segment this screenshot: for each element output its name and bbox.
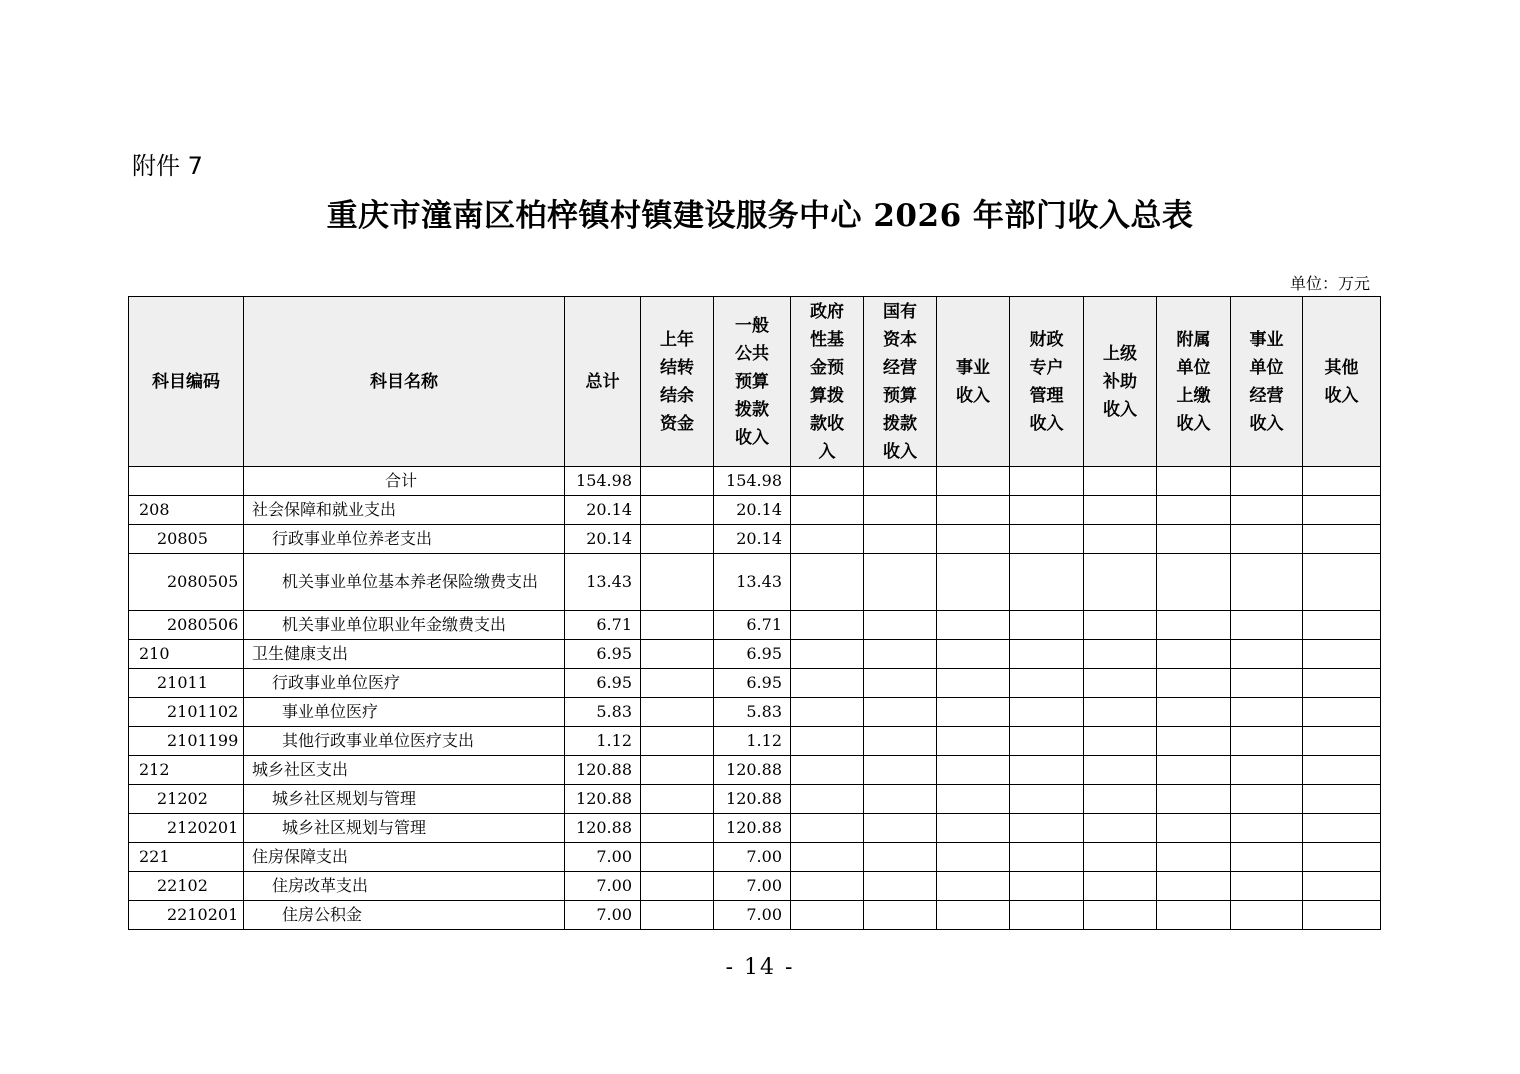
table-row (129, 756, 1381, 785)
row-total: 7.00 (565, 901, 641, 930)
table-header-row (129, 297, 1381, 467)
row-code: 2101102 (129, 698, 244, 727)
row-name: 城乡社区规划与管理 (244, 785, 565, 814)
row-carryover (641, 669, 714, 698)
header-name: 科目名称 (244, 297, 565, 467)
row-name: 合计 (244, 467, 565, 496)
row-general-budget: 7.00 (714, 843, 791, 872)
row-general-budget: 7.00 (714, 872, 791, 901)
row-code: 2210201 (129, 901, 244, 930)
row-general-budget: 120.88 (714, 814, 791, 843)
row-total: 154.98 (565, 467, 641, 496)
table-row (129, 669, 1381, 698)
row-carryover (641, 611, 714, 640)
header-affiliated-units: 附属单位上缴收入 (1157, 297, 1231, 467)
row-carryover (641, 525, 714, 554)
table-row (129, 872, 1381, 901)
row-general-budget: 6.71 (714, 611, 791, 640)
page-title: 重庆市潼南区柏梓镇村镇建设服务中心 2026 年部门收入总表 (326, 198, 1194, 234)
row-carryover (641, 554, 714, 611)
header-code: 科目编码 (129, 297, 244, 467)
row-general-budget: 1.12 (714, 727, 791, 756)
row-total: 13.43 (565, 554, 641, 611)
table-row (129, 901, 1381, 930)
row-code: 2080505 (129, 554, 244, 611)
row-code: 20805 (129, 525, 244, 554)
row-general-budget: 20.14 (714, 525, 791, 554)
row-general-budget: 154.98 (714, 467, 791, 496)
row-name: 其他行政事业单位医疗支出 (244, 727, 565, 756)
row-general-budget: 7.00 (714, 901, 791, 930)
row-total: 20.14 (565, 496, 641, 525)
row-carryover (641, 785, 714, 814)
table-row (129, 496, 1381, 525)
page-number: - 14 - (725, 955, 795, 980)
row-carryover (641, 843, 714, 872)
row-total: 1.12 (565, 727, 641, 756)
row-name: 住房公积金 (244, 901, 565, 930)
row-name: 事业单位医疗 (244, 698, 565, 727)
unit-label: 单位：万元 (1289, 274, 1370, 293)
table-row (129, 843, 1381, 872)
row-name: 城乡社区规划与管理 (244, 814, 565, 843)
table-row (129, 727, 1381, 756)
row-general-budget: 5.83 (714, 698, 791, 727)
row-carryover (641, 467, 714, 496)
row-carryover (641, 640, 714, 669)
row-total: 7.00 (565, 843, 641, 872)
row-carryover (641, 901, 714, 930)
row-name: 住房保障支出 (244, 843, 565, 872)
header-superior-subsidy: 上级补助收入 (1084, 297, 1157, 467)
row-code: 21011 (129, 669, 244, 698)
row-total: 120.88 (565, 814, 641, 843)
table-row (129, 785, 1381, 814)
row-carryover (641, 814, 714, 843)
income-summary-table (128, 296, 1381, 930)
row-code: 212 (129, 756, 244, 785)
row-general-budget: 120.88 (714, 756, 791, 785)
row-name: 行政事业单位医疗 (244, 669, 565, 698)
table-row (129, 814, 1381, 843)
table-row (129, 467, 1381, 496)
row-total: 120.88 (565, 785, 641, 814)
row-total: 5.83 (565, 698, 641, 727)
row-total: 7.00 (565, 872, 641, 901)
row-code: 2120201 (129, 814, 244, 843)
header-other-income: 其他收入 (1303, 297, 1381, 467)
row-name: 城乡社区支出 (244, 756, 565, 785)
row-total: 120.88 (565, 756, 641, 785)
row-name: 社会保障和就业支出 (244, 496, 565, 525)
table-row (129, 698, 1381, 727)
header-government-fund: 政府性基金预算拨款收入 (791, 297, 864, 467)
row-code: 2080506 (129, 611, 244, 640)
attachment-label: 附件 7 (132, 152, 203, 180)
row-total: 6.71 (565, 611, 641, 640)
header-carryover: 上年结转结余资金 (641, 297, 714, 467)
row-name: 机关事业单位职业年金缴费支出 (244, 611, 565, 640)
row-code: 22102 (129, 872, 244, 901)
row-carryover (641, 727, 714, 756)
table-row (129, 554, 1381, 611)
row-code: 2101199 (129, 727, 244, 756)
header-total: 总计 (565, 297, 641, 467)
header-state-capital: 国有资本经营预算拨款收入 (864, 297, 937, 467)
table-row (129, 525, 1381, 554)
row-carryover (641, 496, 714, 525)
row-code: 21202 (129, 785, 244, 814)
row-general-budget: 6.95 (714, 640, 791, 669)
row-carryover (641, 872, 714, 901)
row-code (129, 467, 244, 496)
header-special-account: 财政专户管理收入 (1010, 297, 1084, 467)
row-general-budget: 120.88 (714, 785, 791, 814)
row-code: 208 (129, 496, 244, 525)
header-general-budget: 一般公共预算拨款收入 (714, 297, 791, 467)
row-name: 住房改革支出 (244, 872, 565, 901)
row-name: 卫生健康支出 (244, 640, 565, 669)
row-carryover (641, 698, 714, 727)
row-total: 6.95 (565, 669, 641, 698)
row-name: 机关事业单位基本养老保险缴费支出 (244, 554, 565, 611)
row-total: 6.95 (565, 640, 641, 669)
row-code: 210 (129, 640, 244, 669)
row-total: 20.14 (565, 525, 641, 554)
row-name: 行政事业单位养老支出 (244, 525, 565, 554)
header-business-operation: 事业单位经营收入 (1231, 297, 1303, 467)
table-row (129, 640, 1381, 669)
table-row (129, 611, 1381, 640)
row-general-budget: 13.43 (714, 554, 791, 611)
row-general-budget: 6.95 (714, 669, 791, 698)
row-general-budget: 20.14 (714, 496, 791, 525)
row-carryover (641, 756, 714, 785)
header-business-income: 事业收入 (937, 297, 1010, 467)
row-code: 221 (129, 843, 244, 872)
